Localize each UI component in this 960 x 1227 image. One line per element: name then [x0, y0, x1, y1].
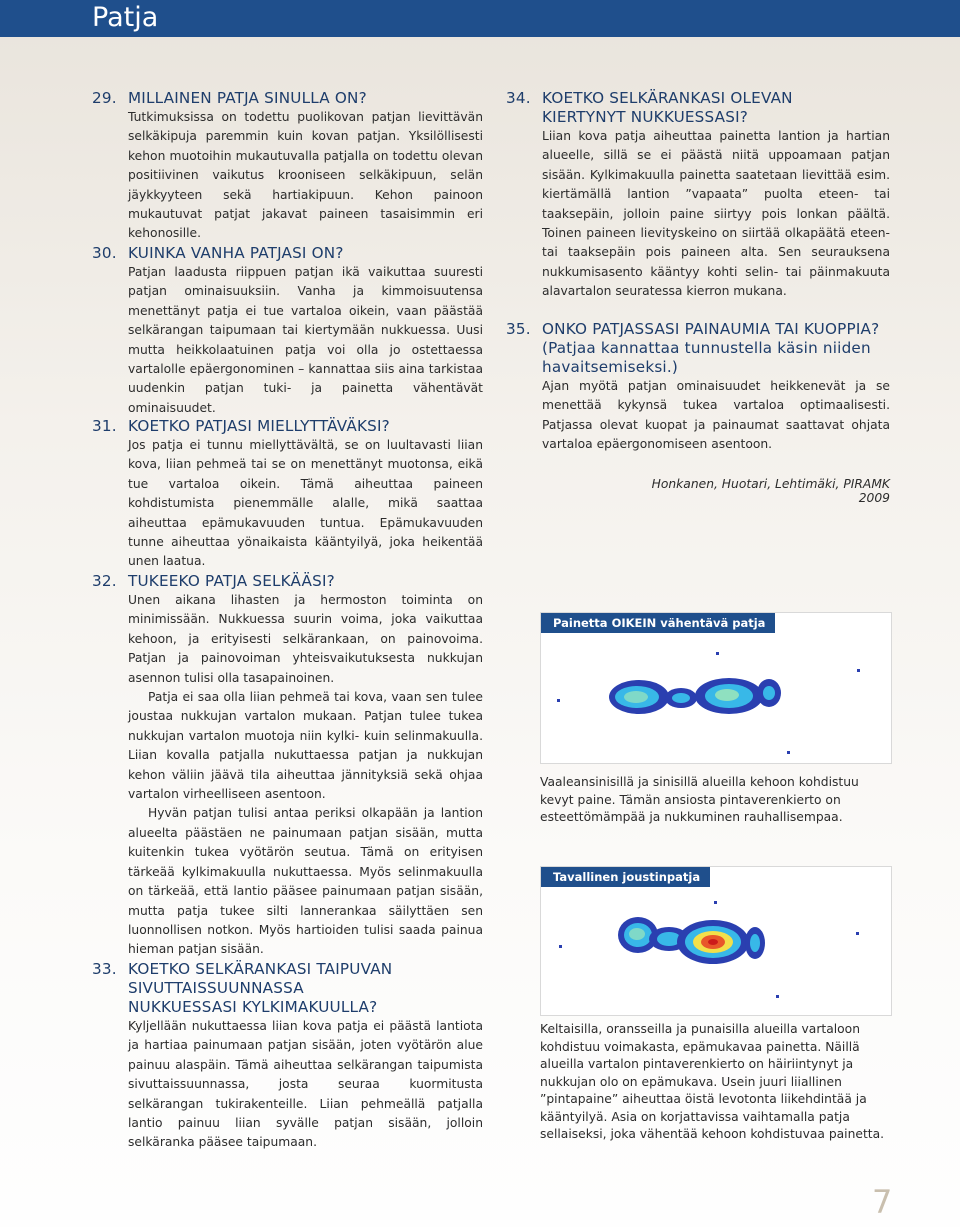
- pressure-map-image: [541, 613, 891, 763]
- section-heading: 32. TUKEEKO PATJA SELKÄÄSI?: [92, 572, 335, 590]
- section-heading: 34. KOETKO SELKÄRANKASI OLEVAN KIERTYNYT NUKKUESSASI?: [506, 89, 793, 126]
- section-34: [506, 89, 890, 302]
- section-heading: 33. KOETKO SELKÄRANKASI TAIPUVAN SIVUTTAISSUUNNASSA NUKKUESSASI KYLKIMAKUULLA?: [92, 960, 393, 1016]
- section-text: Kyljellään nukuttaessa liian kova patja ei päästä lantiota ja hartiaa painumaan patjan sisään, joten vyötärön alue painuu alaspäin. Tämä aiheuttaa selkärangan taipumista sivuttaissuunnassa, josta seuraa kuormitusta selkärangan tukirakenteille. Liian pehmeällä patjalla lantio painuu liian syvälle patjan sisään, jolloin selkäranka pääsee taipumaan.: [128, 1019, 483, 1150]
- page-number: 7: [872, 1183, 893, 1221]
- section-text: Ajan myötä patjan ominaisuudet heikkenevät ja se menettää kykynsä tukea vartaloa optimaalisesti. Patjassa olevat kuopat ja painaumat saattavat ohjata vartaloa epäergonomiseen asentoon.: [542, 379, 890, 452]
- figure-caption: Vaaleansinisillä ja sinisillä alueilla kehoon kohdistuu kevyt paine. Tämän ansiosta pintaverenkierto on esteettömämpää ja nukkuminen rauhallisempaa.: [540, 775, 859, 824]
- section-29: [92, 89, 483, 244]
- section-33: [92, 960, 483, 1153]
- section-heading: 35. ONKO PATJASSASI PAINAUMIA TAI KUOPPIA? (Patjaa kannattaa tunnustella käsin niiden havaitsemiseksi.): [506, 320, 880, 376]
- section-heading: 30. KUINKA VANHA PATJASI ON?: [92, 244, 344, 262]
- source-credit: Honkanen, Huotari, Lehtimäki, PIRAMK 2009: [651, 477, 890, 505]
- header-bar: [0, 0, 960, 37]
- section-text: Unen aikana lihasten ja hermoston toiminta on minimissään. Nukkuessa suurin voima, joka vaikuttaa kehoon, ja erityisesti selkärankaan, on painovoima. Patjan ja painovoiman yhteisvaikutuksesta nukkujan asennon tulisi olla tasapainoinen.: [128, 593, 483, 685]
- section-32: [92, 572, 483, 960]
- section-35: [506, 320, 890, 455]
- pressure-map-image: [541, 867, 891, 1015]
- section-30: [92, 244, 483, 418]
- section-31: [92, 417, 483, 572]
- figure-label: Tavallinen joustinpatja: [541, 867, 710, 887]
- section-text: Patja ei saa olla liian pehmeä tai kova, vaan sen tulee joustaa nukkujan vartalon mukaan. Patjan tulee tukea nukkujan vartalon muotoja niin kylki- kuin selinmakuulla. Liian kovalla patjalla nukuttaessa patjan ja nukkujan kehon väliin jäävä tila aiheuttaa jännityksiä sekä ohjaa vartalon virheelliseen asentoon.: [128, 690, 483, 802]
- pressure-map-spring-mattress: [540, 866, 892, 1016]
- page-title: Patja: [92, 2, 159, 33]
- figure-label: Painetta OIKEIN vähentävä patja: [541, 613, 775, 633]
- section-heading: 31. KOETKO PATJASI MIELLYTTÄVÄKSI?: [92, 417, 390, 435]
- pressure-map-good-mattress: [540, 612, 892, 764]
- figure-caption: Keltaisilla, oransseilla ja punaisilla alueilla vartaloon kohdistuu voimakasta, epämukavaa painetta. Näillä alueilla vartalon pintaverenkierto on häiriintynyt ja nukkujan olo on epämukava. Usein juuri liiallinen ”pintapaine” aiheuttaa öistä levotonta liikehdintää ja kääntyilyä. Asia on korjattavissa vaihtamalla patja sellaiseksi, joka vähentää kehoon kohdistuvaa painetta.: [540, 1022, 885, 1141]
- section-text: Jos patja ei tunnu miellyttävältä, se on luultavasti liian kova, liian pehmeä tai se on menettänyt muotonsa, eikä tue vartaloa oikein. Tämä aiheuttaa paineen kohdistumista pienemmälle alalle, mikä saattaa aiheuttaa epämukavuuden tuntua. Epämukavuuden tunne aiheuttaa yönaikaista kääntyilyä, joka heikentää unen laatua.: [128, 438, 483, 569]
- section-heading: 29. MILLAINEN PATJA SINULLA ON?: [92, 89, 367, 107]
- section-text: Hyvän patjan tulisi antaa periksi olkapään ja lantion alueelta päästäen ne painumaan patjan sisään, mutta kuitenkin tukea vyötärön seutua. Tämä on erityisen tärkeää kylkimakuulla nukuttaessa. Myös selinmakuulla on tärkeää, että lantio pääsee painumaan patjan sisään, mutta patja tukee silti lannerankaa säilyttäen sen luonnollisen notkon. Myös hartioiden tulisi saada painua hieman patjan sisään.: [128, 806, 483, 957]
- section-text: Patjan laadusta riippuen patjan ikä vaikuttaa suuresti patjan ominaisuuksiin. Vanha ja kimmoisuutensa menettänyt patja ei tue vartaloa oikein, vaan päästää selkärangan taipumaan tai kiertymään nukkuessa. Uusi mutta heikkolaatuinen patja voi olla jo ostettaessa vartalolle epäergonominen – kannattaa siis aina tarkistaa uudenkin patjan tuki- ja painetta vähentävät ominaisuudet.: [128, 265, 483, 415]
- section-text: Tutkimuksissa on todettu puolikovan patjan lievittävän selkäkipuja paremmin kuin kovan patjan. Yksilöllisesti kehon muotoihin mukautuvalla patjalla on todettu olevan positiivinen vaikutus krooniseen selkäkipuun, selän jäykkyyteen sekä hartiakipuun. Kehon painoon mukautuvat patjat jakavat paineen tasaisimmin eri kehonosille.: [128, 110, 483, 241]
- section-text: Liian kova patja aiheuttaa painetta lantion ja hartian alueelle, sillä se ei päästä niitä uppoamaan patjan sisään. Kylkimakuulla painetta saatetaan lievittää esim. kiertämällä lantion ”vapaata” puolta eteen- tai taaksepäin, jolloin paine siirtyy pois lonkan päältä. Toinen paineen lievityskeino on siirtää olkapäätä eteen- tai taaksepäin pois paineen alta. Sen seurauksena nukkumisasento kääntyy kohti selin- tai päinmakuuta alavartalon seuratessa kierron mukana.: [542, 129, 890, 299]
